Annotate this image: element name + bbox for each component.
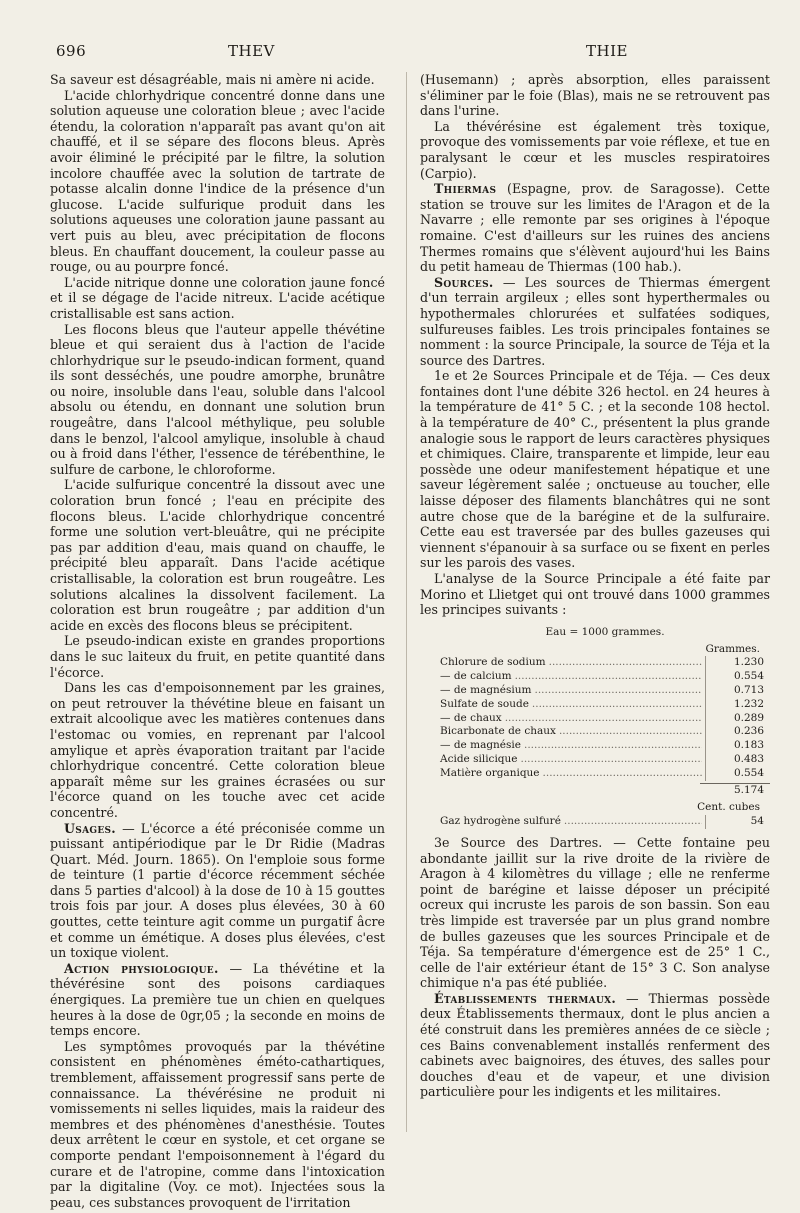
entry-keyword: Action physiologique. (64, 960, 219, 976)
table-row (440, 725, 770, 739)
row-value: 0.289 (705, 712, 770, 726)
gas-unit: Cent. cubes (697, 801, 760, 814)
row-value: 0.554 (705, 670, 770, 684)
column-divider (406, 72, 407, 1132)
right-column-text-bottom (420, 835, 770, 1100)
table-row (440, 767, 770, 781)
dot-leader (564, 815, 702, 829)
paragraph (420, 181, 770, 275)
paragraph (50, 633, 385, 680)
paragraph (420, 72, 770, 119)
paragraph-text: — Les sources de Thiermas émergent d'un terrain argileux ; elles sont hyperthermales ou hypothermales chlorurées et sulfatées sodiques, sulfureuses faibles. Les trois principales fontaines se nomment : la source Principale, la source de Téja et la source des Dartres. (420, 274, 770, 368)
row-value: 0.183 (705, 739, 770, 753)
left-running-head: THEV (228, 42, 275, 60)
dot-leader (505, 712, 702, 726)
entry-keyword: Thiermas (434, 181, 497, 197)
row-label: Chlorure de sodium (440, 656, 546, 669)
paragraph-text: La thévérésine est également très toxique, provoque des vomissements par voie réflexe, et tue en paralysant le cœur et les muscles respiratoires (Carpio). (420, 118, 770, 181)
paragraph (50, 1039, 385, 1211)
paragraph (50, 477, 385, 633)
paragraph-text: L'acide chlorhydrique concentré donne dans une solution aqueuse une coloration bleue ; avec l'acide étendu, la coloration n'apparaît pas avant qu'on ait chauffé, et il se sépare des flocons bleus. Après avoir éliminé le précipité par le filtre, la solution incolore chauffée avec la solution de tartrate de potasse alcalin donne l'indice de la présence d'un glucose. L'acide sulfurique produit dans les solutions aqueuses une coloration jaune passant au vert puis au bleu, avec précipitation de flocons bleus. En chauffant doucement, la couleur passe au rouge, ou au pourpre foncé. (50, 87, 385, 275)
dot-leader (515, 670, 702, 684)
paragraph (420, 571, 770, 618)
paragraph-text: Le pseudo-indican existe en grandes proportions dans le suc laiteux du fruit, en petite quantité dans l'écorce. (50, 633, 385, 680)
row-value: 0.554 (705, 767, 770, 781)
paragraph (420, 991, 770, 1100)
gas-value: 54 (705, 815, 770, 829)
table-row (440, 739, 770, 753)
paragraph (420, 119, 770, 181)
table-row (440, 753, 770, 767)
paragraph-text: Sa saveur est désagréable, mais ni amère ni acide. (50, 72, 375, 87)
row-value: 0.236 (705, 725, 770, 739)
paragraph-text: L'acide nitrique donne une coloration jaune foncé et il se dégage de l'acide nitreux. L'acide acétique cristallisable est sans action. (50, 274, 385, 321)
entry-keyword: Usages. (64, 820, 116, 836)
dot-leader (532, 698, 702, 712)
row-label: — de magnésie (440, 739, 521, 752)
gas-label: Gaz hydrogène sulfuré (440, 815, 561, 828)
paragraph (50, 322, 385, 478)
paragraph-text: — Thiermas possède deux Établissements thermaux, dont le plus ancien a été construit dans les premières années de ce siècle ; ces Bains convenablement installés renferment des cabinets avec baignoires, des étuves, des salles pour douches d'eau et de vapeur, et une division particulière pour les indigents et les militaires. (420, 990, 770, 1100)
row-label: — de calcium (440, 670, 512, 683)
table-unit: Grammes. (705, 642, 760, 655)
table-caption: Eau = 1000 grammes. (545, 625, 665, 638)
dot-leader (535, 684, 703, 698)
row-label: — de magnésium (440, 683, 532, 696)
paragraph-text: (Espagne, prov. de Saragosse). Cette station se trouve sur les limites de l'Aragon et de la Navarre ; elle remonte par ses origines à l'époque romaine. C'est d'ailleurs sur les ruines des anciens Thermes romains que s'élèvent aujourd'hui les Bains du petit hameau de Thiermas (100 hab.). (420, 181, 770, 275)
entry-keyword: Sources. (434, 274, 494, 290)
row-value: 0.713 (705, 684, 770, 698)
page-number: 696 (56, 42, 87, 60)
table-rows (440, 656, 770, 780)
paragraph-text: 3e Source des Dartres. — Cette fontaine peu abondante jaillit sur la rive droite de la rivière de Aragon à 4 kilomètres du village ; elle ne renferme point de barégine et laisse déposer un précipité ocreux qui incruste les parois de son bassin. Son eau très limpide est traversée par un plus grand nombre de bulles gazeuses que les sources Principale et de Téja. Sa température d'émergence est de 25° 1 C., celle de l'air extérieur étant de 15° 3 C. Son analyse chimique n'a pas été publiée. (420, 834, 770, 991)
paragraph-text: L'acide sulfurique concentré la dissout avec une coloration brun foncé ; l'eau en précipite des flocons bleus. L'acide chlorhydrique concentré forme une solution vert-bleuâtre, qui ne précipite pas par addition d'eau, mais quand on chauffe, le précipité bleu apparaît. Dans l'acide acétique cristallisable, la coloration est brun rougeâtre. Les solutions alcalines la dissolvent facilement. La coloration est brun rougeâtre ; par addition d'un acide en excès des flocons bleus se précipitent. (50, 477, 385, 633)
paragraph (50, 961, 385, 1039)
row-label: Matière organique (440, 766, 540, 779)
paragraph (50, 72, 385, 88)
paragraph-text: Dans les cas d'empoisonnement par les graines, on peut retrouver la thévétine bleue en faisant un extrait alcoolique avec les matières contenues dans l'estomac ou vomies, en reprenant par l'alcool amylique et après évaporation traitant par l'acide chlorhydrique concentré. Cette coloration bleue apparaît même sur les graines écrasées ou sur l'écorce quand on les touche avec cet acide concentré. (50, 680, 385, 820)
analysis-table (440, 626, 770, 829)
gas-row (440, 815, 770, 829)
left-column (50, 72, 385, 1210)
right-running-head: THIE (586, 42, 628, 60)
paragraph-text: — La thévétine et la thévérésine sont des poisons cardiaques énergiques. La première tue un chien en quelques heures à la dose de 0gr,05 ; la seconde en moins de temps encore. (50, 960, 385, 1039)
paragraph-text: Les symptômes provoqués par la thévétine consistent en phénomènes éméto-cathartiques, tremblement, affaissement progressif sans perte de connaissance. La thévérésine ne produit ni vomissements ni selles liquides, mais la raideur des membres et des phénomènes d'anesthésie. Toutes deux arrêtent le cœur en systole, et cet organe se comporte pendant l'empoisonnement à l'égard du curare et de l'atropine, comme dans l'intoxication par la digitaline (Voy. ce mot). Injectées sous la peau, ces substances provoquent de l'irritation (50, 1038, 385, 1210)
row-label: — de chaux (440, 711, 502, 724)
right-column (420, 72, 770, 1100)
table-row (440, 670, 770, 684)
dot-leader (521, 753, 703, 767)
paragraph-text: L'analyse de la Source Principale a été faite par Morino et Llietget qui ont trouvé dans 1000 grammes les principes suivants : (420, 571, 770, 618)
table-total: 5.174 (700, 783, 770, 798)
dot-leader (524, 739, 702, 753)
row-label: Bicarbonate de chaux (440, 725, 556, 738)
table-row (440, 684, 770, 698)
paragraph-text: Les flocons bleus que l'auteur appelle thévétine bleue et qui seraient dus à l'action de l'acide chlorhydrique sur le pseudo-indican forment, quand ils sont desséchés, une poudre amorphe, brunâtre ou noire, insoluble dans l'eau, soluble dans l'alcool absolu ou étendu, en donnant une solution brun rougeâtre, dans l'alcool méthylique, peu soluble dans le benzol, l'alcool amylique, insoluble à chaud ou à froid dans l'éther, l'essence de térébenthine, le sulfure de carbone, le chloroforme. (50, 321, 385, 477)
paragraph-text: — L'écorce a été préconisée comme un puissant antipériodique par le Dr Ridie (Madras Quart. Méd. Journ. 1865). On l'emploie sous forme de teinture (1 partie d'écorce récemment séchée dans 5 parties d'alcool) à la dose de 10 à 15 gouttes trois fois par jour. A doses plus élevées, 30 à 60 gouttes, cette teinture agit comme un purgatif âcre et comme un émétique. A doses plus élevées, c'est un toxique violent. (50, 820, 385, 961)
paragraph (420, 368, 770, 571)
paragraph-text: (Husemann) ; après absorption, elles paraissent s'éliminer par le foie (Blas), mais ne se retrouvent pas dans l'urine. (420, 72, 770, 119)
paragraph (50, 821, 385, 961)
row-label: Acide silicique (440, 752, 518, 765)
paragraph (50, 275, 385, 322)
row-value: 1.232 (705, 698, 770, 712)
paragraph (420, 835, 770, 991)
right-column-text-top (420, 72, 770, 618)
paragraph-text: 1e et 2e Sources Principale et de Téja. — Ces deux fontaines dont l'une débite 326 hectol. en 24 heures à la température de 41° 5 C. ; et la seconde 108 hectol. à la température de 40° C., présentent la plus grande analogie sous le rapport de leurs caractères physiques et chimiques. Claire, transparente et limpide, leur eau possède une odeur manifestement hépatique et une saveur légèrement salée ; onctueuse au toucher, elle laisse déposer des filaments blanchâtres qui ne sont autre chose que de la barégine et de la sulfuraire. Cette eau est traversée par des bulles gazeuses qui viennent s'épanouir à sa surface ou se fixent en perles sur les parois des vases. (420, 368, 770, 571)
row-label: Sulfate de soude (440, 697, 529, 710)
table-row (440, 656, 770, 670)
paragraph (420, 275, 770, 369)
dot-leader (549, 656, 702, 670)
row-value: 0.483 (705, 753, 770, 767)
row-value: 1.230 (705, 656, 770, 670)
paragraph (50, 680, 385, 820)
paragraph (50, 88, 385, 275)
table-row (440, 712, 770, 726)
entry-keyword: Établissements thermaux. (434, 990, 617, 1006)
table-row (440, 698, 770, 712)
dot-leader (543, 767, 702, 781)
dot-leader (559, 725, 702, 739)
